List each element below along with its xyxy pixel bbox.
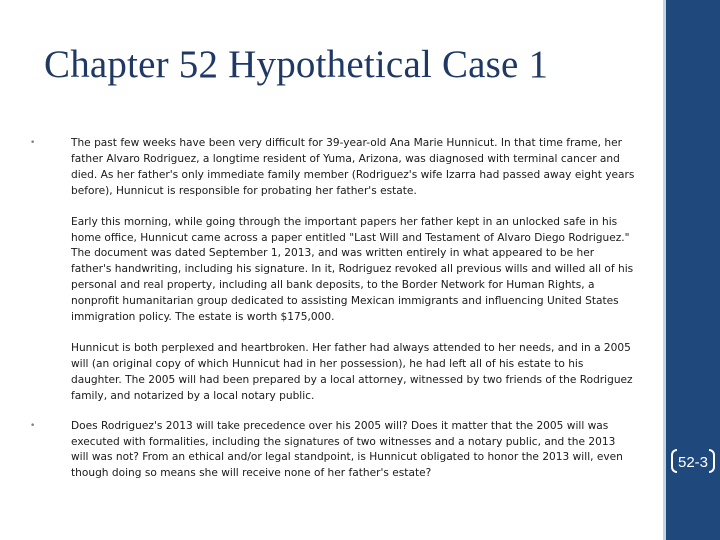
bullet-item-1 bbox=[30, 136, 635, 200]
right-bracket-icon bbox=[709, 449, 715, 473]
page-number bbox=[669, 449, 717, 475]
bullet-icon: • bbox=[30, 138, 36, 148]
left-bracket-icon bbox=[671, 449, 677, 473]
page-number-label: 52-3 bbox=[677, 453, 709, 471]
slide-title: Chapter 52 Hypothetical Case 1 bbox=[44, 43, 549, 86]
paragraph-1: The past few weeks have been very difficult for 39-year-old Ana Marie Hunnicut. In that time frame, her father Alvaro Rodriguez, a longtime resident of Yuma, Arizona, was diagnosed with terminal cancer and died. As her father's only immediate family member (Rodriguez's wife Izarra had passed away eight years before), Hunnicut is responsible for probating her father's estate. bbox=[71, 137, 635, 197]
bullet-item-2 bbox=[30, 419, 635, 483]
slide-body bbox=[30, 136, 635, 482]
paragraph-2: Early this morning, while going through the important papers her father kept in an unlocked safe in his home office, Hunnicut came across a paper entitled "Last Will and Testament of Alvaro Diego Rodriguez." The document was dated September 1, 2013, and was written entirely in what appeared to be her father's handwriting, including his signature. In it, Rodriguez revoked all previous wills and willed all of his personal and real property, including all bank deposits, to the Border Network for Human Rights, a nonprofit humanitarian group dedicated to assisting Mexican immigrants and influencing United States immigration policy. The estate is worth $175,000. bbox=[71, 215, 634, 324]
paragraph-4: Does Rodriguez's 2013 will take precedence over his 2005 will? Does it matter that the 2005 will was executed with formalities, including the signatures of two witnesses and a notary public, and the 2013 will was not? From an ethical and/or legal standpoint, is Hunnicut obligated to honor the 2013 will, even though doing so means she will receive none of her father's estate? bbox=[71, 419, 623, 480]
paragraph-3: Hunnicut is both perplexed and heartbroken. Her father had always attended to her needs, and in a 2005 will (an original copy of which Hunnicut had in her possession), he had left all of his estate to his daughter. The 2005 will had been prepared by a local attorney, witnessed by two friends of the Rodriguez family, and notarized by a local notary public. bbox=[71, 341, 633, 402]
bullet-icon: • bbox=[30, 420, 36, 431]
